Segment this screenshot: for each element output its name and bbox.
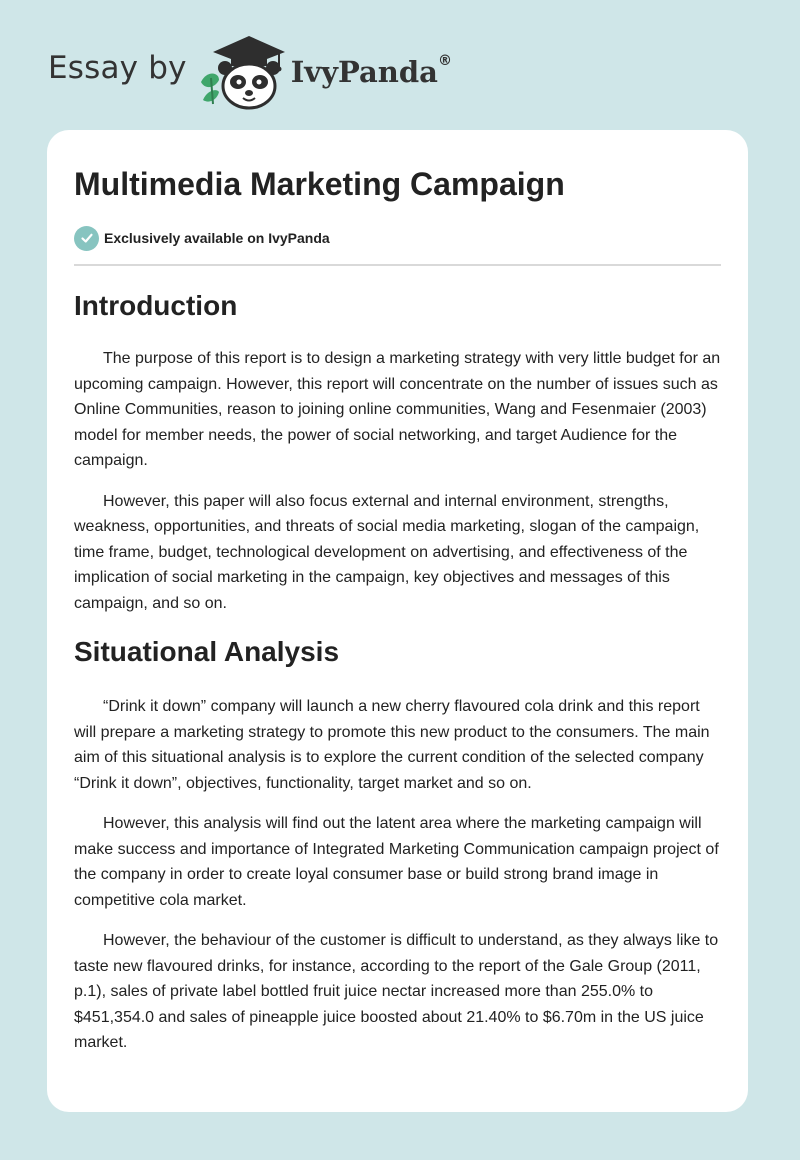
- check-icon: [74, 226, 99, 251]
- exclusive-badge: [74, 225, 721, 251]
- exclusive-badge-text: Exclusively available on IvyPanda: [104, 230, 330, 246]
- title-divider: [74, 264, 721, 266]
- section-heading-situational-analysis: Situational Analysis: [74, 636, 340, 667]
- essay-by-label: Essay by: [48, 50, 187, 86]
- section-heading-introduction: Introduction: [74, 290, 238, 321]
- brand-name[interactable]: [291, 55, 452, 89]
- paragraph: However, the behaviour of the customer is difficult to understand, as they always like to taste new flavoured drinks, for instance, according to the report of the Gale Group (2011, p.1), sales of private label bottled fruit juice nectar increased more than 255.0% to $451,354.0 and sales of pineapple juice boosted about 21.40% to $6.70m in the US juice market.: [74, 932, 719, 1051]
- paragraph: The purpose of this report is to design a marketing strategy with very little budget for an upcoming campaign. However, this report will concentrate on the number of issues such as Online Communities, reason to joining online communities, Wang and Fesenmaier (2003) model for member needs, the power of social networking, and target Audience for the campaign.: [74, 350, 721, 469]
- essay-title: Multimedia Marketing Campaign: [74, 166, 565, 202]
- panda-graduation-cap-logo-icon[interactable]: [197, 30, 289, 110]
- paragraph: However, this paper will also focus external and internal environment, strengths, weakness, opportunities, and threats of social media marketing, slogan of the campaign, time frame, budget, technological development on advertising, and effectiveness of the implication of social marketing in the campaign, key objectives and messages of this campaign, and so on.: [74, 492, 700, 612]
- paragraph: However, this analysis will find out the latent area where the marketing campaign will make success and importance of Integrated Marketing Communication campaign project of the company in order to create loyal consumer base or build strong brand image in competitive cola market.: [74, 815, 719, 909]
- brand-text: IvyPanda: [290, 55, 438, 89]
- site-header: [48, 30, 452, 110]
- paragraph: “Drink it down” company will launch a new cherry flavoured cola drink and this report will prepare a marketing strategy to promote this new product to the consumers. The main aim of this situational analysis is to explore the current condition of the selected company “Drink it down”, objectives, functionality, target market and so on.: [74, 698, 710, 792]
- registered-mark: ®: [437, 53, 452, 69]
- essay-card: [47, 130, 748, 1112]
